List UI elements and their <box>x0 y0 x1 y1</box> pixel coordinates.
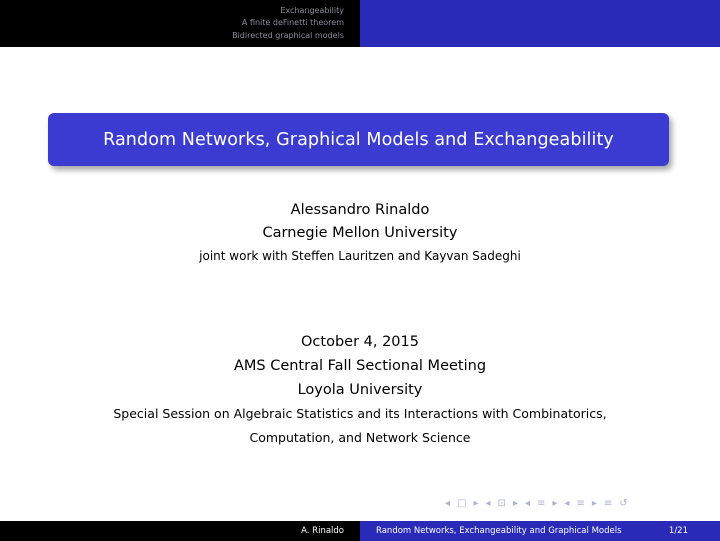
footer-bar <box>0 521 720 541</box>
nav-section-definetti[interactable]: A finite deFinetti theorem <box>241 18 344 28</box>
presentation-title: Random Networks, Graphical Models and Exchangeability <box>103 129 614 150</box>
nav-doc-icon[interactable]: ≡ <box>576 498 585 509</box>
nav-next-subsection-icon[interactable]: ▸ <box>512 498 518 509</box>
session-line-2: Computation, and Network Science <box>249 430 471 445</box>
author-name: Alessandro Rinaldo <box>290 202 430 218</box>
footer-author: A. Rinaldo <box>301 526 344 536</box>
footer-title: Random Networks, Exchangeability and Graphical Models <box>376 526 622 536</box>
header-bar <box>0 0 720 47</box>
nav-prev-frame-icon[interactable]: ◂ <box>445 498 451 509</box>
nav-back-icon[interactable]: ↺ <box>619 498 628 509</box>
nav-next-frame-icon[interactable]: ▸ <box>473 498 479 509</box>
venue: Loyola University <box>297 382 423 398</box>
presentation-date: October 4, 2015 <box>301 334 419 350</box>
title-block <box>48 113 669 166</box>
footer-left <box>0 521 360 541</box>
meeting-name: AMS Central Fall Sectional Meeting <box>233 358 487 374</box>
nav-section-exchangeability[interactable]: Exchangeability <box>280 5 344 15</box>
header-bar-right <box>360 0 720 47</box>
affiliation: Carnegie Mellon University <box>262 225 458 241</box>
nav-next-doc-icon[interactable]: ▸ <box>591 498 597 509</box>
nav-section-icon[interactable]: ≡ <box>537 498 546 509</box>
page-number: 1/21 <box>668 526 688 536</box>
nav-next-section-icon[interactable]: ▸ <box>552 498 558 509</box>
nav-subsection-icon[interactable]: ⊡ <box>497 498 506 509</box>
nav-prev-subsection-icon[interactable]: ◂ <box>485 498 491 509</box>
joint-work-note: joint work with Steffen Lauritzen and Kayvan Sadeghi <box>199 249 521 263</box>
nav-search-icon[interactable]: ≡ <box>603 498 613 509</box>
section-navigation <box>0 0 360 47</box>
footer-right <box>360 521 720 541</box>
nav-section-bidirected[interactable]: Bidirected graphical models <box>232 30 344 40</box>
nav-frame-icon[interactable]: □ <box>457 498 467 509</box>
session-line-1: Special Session on Algebraic Statistics and its Interactions with Combinatorics, <box>113 406 607 421</box>
nav-prev-doc-icon[interactable]: ◂ <box>564 498 570 509</box>
navigation-symbols <box>445 498 628 509</box>
nav-prev-section-icon[interactable]: ◂ <box>524 498 530 509</box>
